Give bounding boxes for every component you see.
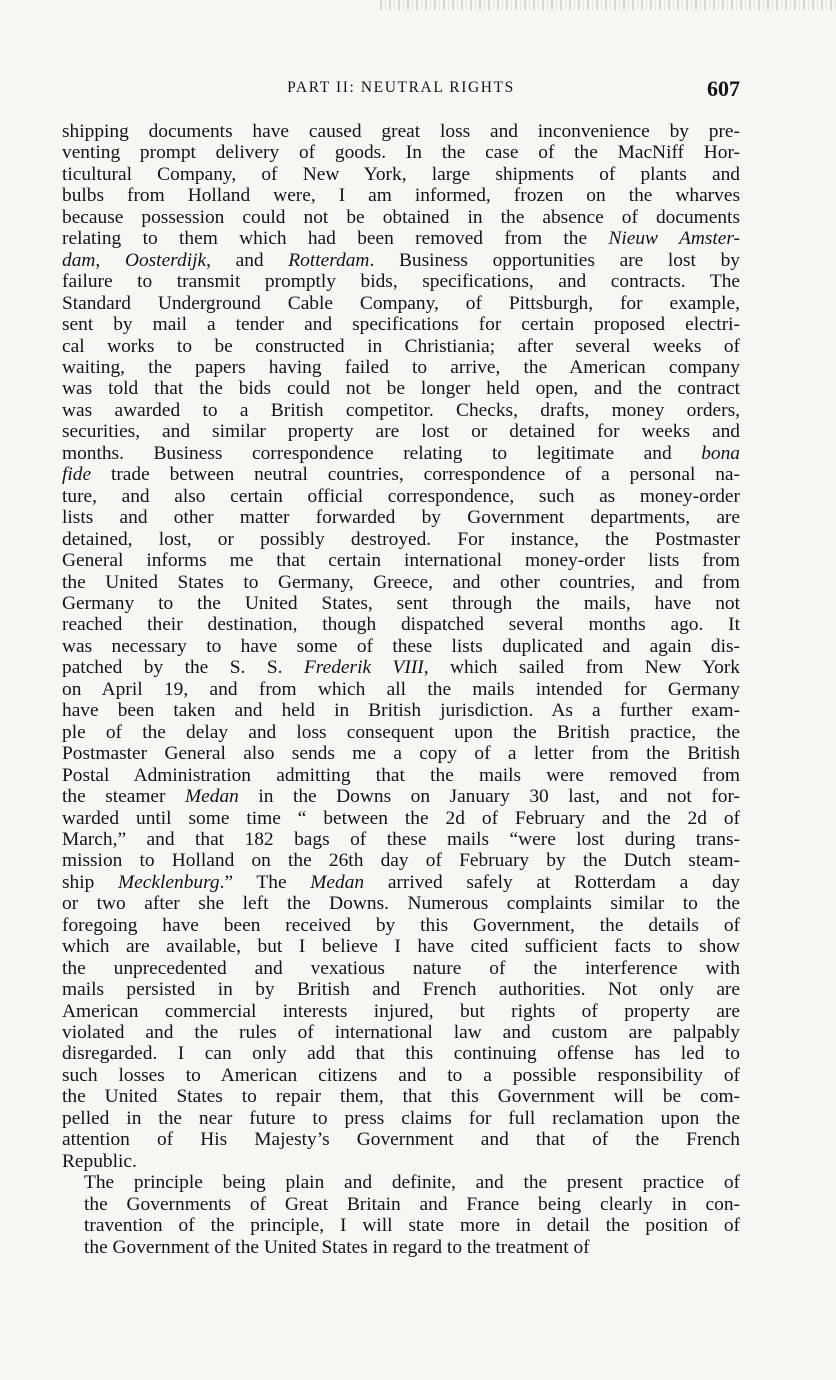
- text-run: warded until some time “ between the 2d of February and the 2d of: [62, 807, 740, 829]
- text-line: [62, 1022, 740, 1043]
- text-run: the steamer: [62, 786, 186, 808]
- text-run: Postal Administration admitting that the mails were removed from: [62, 764, 740, 786]
- text-line: [62, 743, 740, 764]
- text-run: reached their destination, though dispatched several months ago. It: [62, 614, 740, 636]
- paragraph: [62, 121, 740, 1172]
- italic-text: Frederik VIII: [303, 657, 424, 679]
- text-line: [62, 464, 740, 485]
- text-run: which are available, but I believe I have cited sufficient facts to show: [62, 936, 740, 958]
- text-line: [62, 421, 740, 442]
- text-run: was awarded to a British competitor. Checks, drafts, money orders,: [62, 399, 740, 421]
- text-run: American commercial interests injured, but rights of property are: [62, 1000, 740, 1022]
- text-run: mails persisted in by British and French authorities. Not only are: [62, 979, 740, 1001]
- body-text: [62, 121, 740, 1258]
- text-run: sent by mail a tender and specifications for certain proposed electri-: [62, 314, 740, 336]
- text-line: [62, 357, 740, 378]
- text-line: [62, 722, 740, 743]
- text-line: [62, 958, 740, 979]
- text-line: [62, 1043, 740, 1064]
- text-run: attention of His Majesty’s Government and that of the French: [62, 1129, 740, 1151]
- text-run: patched by the S. S.: [62, 657, 304, 679]
- text-run: the United States to repair them, that this Government will be com-: [62, 1086, 740, 1108]
- text-run: venting prompt delivery of goods. In the case of the MacNiff Hor-: [62, 142, 740, 164]
- text-line: [62, 529, 740, 550]
- text-line: [62, 207, 740, 228]
- italic-text: Medan: [310, 871, 365, 893]
- text-run: ,: [95, 249, 125, 271]
- text-run: March,” and that 182 bags of these mails “were lost during trans-: [62, 828, 740, 850]
- text-line: [62, 121, 740, 142]
- text-line: [62, 378, 740, 399]
- text-run: ship: [62, 871, 119, 893]
- text-line: [62, 314, 740, 335]
- text-line: [62, 1129, 740, 1150]
- text-line: [62, 850, 740, 871]
- text-run: arrived safely at Rotterdam a day: [364, 871, 740, 893]
- text-line: [62, 142, 740, 163]
- text-line: [62, 765, 740, 786]
- text-line: [62, 915, 740, 936]
- text-run: .” The: [219, 871, 311, 893]
- text-run: because possession could not be obtained in the absence of documents: [62, 206, 740, 228]
- text-run: months. Business correspondence relating to legitimate and: [62, 442, 702, 464]
- text-run: travention of the principle, I will state more in detail the position of: [84, 1215, 740, 1237]
- text-line: [62, 700, 740, 721]
- text-line: [62, 872, 740, 893]
- text-run: the Government of the United States in regard to the treatment of: [84, 1236, 590, 1258]
- text-run: waiting, the papers having failed to arrive, the American company: [62, 356, 740, 378]
- text-run: Republic.: [62, 1150, 137, 1172]
- page-number: 607: [707, 76, 740, 101]
- text-run: pelled in the near future to press claims for full reclamation upon the: [62, 1107, 740, 1129]
- text-line: [62, 893, 740, 914]
- italic-text: Rotterdam: [288, 249, 370, 271]
- text-run: the United States to Germany, Greece, and other countries, and from: [62, 571, 740, 593]
- text-run: cal works to be constructed in Christiania; after several weeks of: [62, 335, 740, 357]
- text-line: [62, 550, 740, 571]
- text-run: detained, lost, or possibly destroyed. For instance, the Postmaster: [62, 528, 740, 550]
- text-line: [62, 808, 740, 829]
- text-run: such losses to American citizens and to a possible responsibility of: [62, 1064, 740, 1086]
- italic-text: Oosterdijk: [124, 249, 207, 271]
- text-line: [62, 936, 740, 957]
- text-run: violated and the rules of international law and custom are palpably: [62, 1022, 740, 1044]
- text-run: trade between neutral countries, correspondence of a personal na-: [91, 464, 740, 486]
- text-run: on April 19, and from which all the mails intended for Germany: [62, 678, 740, 700]
- text-run: ture, and also certain official correspondence, such as money-order: [62, 485, 740, 507]
- text-run: , and: [206, 249, 289, 271]
- text-line: [62, 443, 740, 464]
- text-run: disregarded. I can only add that this continuing offense has led to: [62, 1043, 740, 1065]
- text-run: shipping documents have caused great loss and inconvenience by pre-: [62, 121, 740, 142]
- text-line: [62, 400, 740, 421]
- text-line: [62, 679, 740, 700]
- text-line: [62, 507, 740, 528]
- text-line: [62, 1086, 740, 1107]
- text-run: have been taken and held in British jurisdiction. As a further exam-: [62, 700, 740, 722]
- text-run: ticultural Company, of New York, large shipments of plants and: [62, 163, 740, 185]
- text-line: [62, 1172, 740, 1193]
- page-edge-texture: [380, 0, 836, 10]
- text-line: [62, 1001, 740, 1022]
- page-header: [62, 76, 740, 102]
- text-run: failure to transmit promptly bids, specifications, and contracts. The: [62, 271, 740, 293]
- text-line: [62, 293, 740, 314]
- italic-text: bona: [701, 442, 740, 464]
- text-run: the Governments of Great Britain and France being clearly in con-: [84, 1193, 740, 1215]
- text-line: [62, 1237, 740, 1258]
- text-line: [62, 786, 740, 807]
- text-line: [62, 614, 740, 635]
- text-line: [62, 228, 740, 249]
- text-run: or two after she left the Downs. Numerous complaints similar to the: [62, 893, 740, 915]
- text-line: [62, 636, 740, 657]
- text-run: bulbs from Holland were, I am informed, frozen on the wharves: [62, 185, 740, 207]
- text-run: foregoing have been received by this Government, the details of: [62, 914, 740, 936]
- text-line: [62, 271, 740, 292]
- text-run: relating to them which had been removed from the: [62, 228, 609, 250]
- text-line: [62, 164, 740, 185]
- text-line: [62, 1108, 740, 1129]
- text-line: [62, 657, 740, 678]
- text-run: the unprecedented and vexatious nature of the interference with: [62, 957, 740, 979]
- text-line: [62, 829, 740, 850]
- italic-text: fide: [62, 464, 92, 486]
- text-line: [62, 336, 740, 357]
- text-line: [62, 185, 740, 206]
- text-run: General informs me that certain international money-order lists from: [62, 550, 740, 572]
- italic-text: Nieuw Amster-: [608, 228, 740, 250]
- italic-text: dam: [62, 249, 96, 271]
- text-run: Standard Underground Cable Company, of Pittsburgh, for example,: [62, 292, 740, 314]
- text-run: Postmaster General also sends me a copy of a letter from the British: [62, 743, 740, 765]
- italic-text: Medan: [185, 786, 239, 808]
- text-run: , which sailed from New York: [423, 657, 740, 679]
- text-line: [62, 486, 740, 507]
- paragraph: [62, 1172, 740, 1258]
- text-line: [62, 250, 740, 271]
- running-head: PART II: NEUTRAL RIGHTS: [287, 79, 515, 96]
- text-run: was told that the bids could not be longer held open, and the contract: [62, 378, 740, 400]
- text-run: The principle being plain and definite, and the present practice of: [84, 1172, 740, 1194]
- text-run: . Business opportunities are lost by: [369, 249, 740, 271]
- text-run: lists and other matter forwarded by Government departments, are: [62, 507, 740, 529]
- text-run: mission to Holland on the 26th day of February by the Dutch steam-: [62, 850, 740, 872]
- text-line: [62, 1065, 740, 1086]
- text-run: Germany to the United States, sent through the mails, have not: [62, 592, 740, 614]
- text-run: was necessary to have some of these lists duplicated and again dis-: [62, 635, 740, 657]
- text-line: [62, 1215, 740, 1236]
- text-run: securities, and similar property are lost or detained for weeks and: [62, 421, 740, 443]
- text-line: [62, 593, 740, 614]
- text-line: [62, 572, 740, 593]
- italic-text: Mecklenburg: [118, 871, 220, 893]
- text-line: [62, 979, 740, 1000]
- text-line: [62, 1194, 740, 1215]
- text-run: ple of the delay and loss consequent upon the British practice, the: [62, 721, 740, 743]
- text-line: [62, 1151, 740, 1172]
- text-run: in the Downs on January 30 last, and not for-: [238, 786, 740, 808]
